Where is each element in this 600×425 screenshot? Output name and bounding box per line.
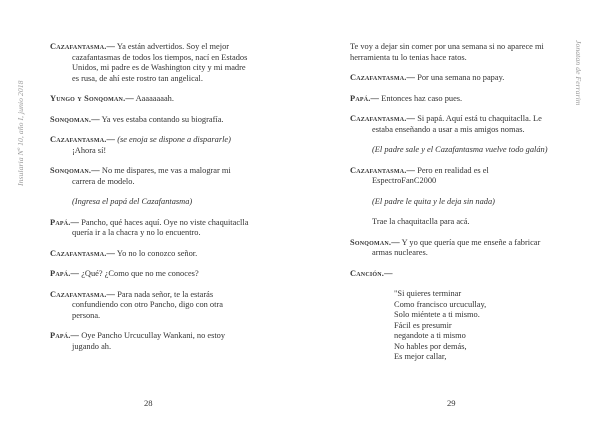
line-text: Por una semana no papay. (415, 73, 505, 82)
right-text-column (350, 42, 555, 363)
dialogue-line (50, 218, 250, 239)
speaker-name: Cazafantasma.— (50, 289, 116, 299)
speaker-name: Sonqoman.— (50, 166, 100, 175)
line-text: ¿Qué? ¿Como que no me conoces? (79, 269, 199, 278)
dialogue-line (50, 115, 250, 126)
dialogue-line (50, 135, 250, 156)
line-text: Entonces haz caso pues. (379, 93, 463, 103)
dialogue-line (350, 94, 555, 105)
right-page (300, 0, 600, 425)
speaker-name: Papá.— (50, 217, 80, 227)
dialogue-line (50, 94, 250, 105)
speaker-name: Yungo y Sonqoman.— (50, 94, 134, 103)
line-text: Para nada señor, te la estarás confundiendo con otro Pancho, digo con otra persona. (72, 289, 223, 320)
dialogue-line (350, 269, 555, 280)
line-text: Aaaaaaaah. (133, 94, 174, 103)
song-lyrics (350, 289, 555, 363)
speaker-name: Sonqoman.— (50, 114, 100, 124)
stage-direction: (El padre le quita y le deja sin nada) (372, 196, 495, 206)
speaker-name: Cazafantasma.— (50, 248, 116, 258)
speaker-name: Cazafantasma.— (350, 114, 416, 123)
line-text: Pancho, qué haces aquí. Oye no viste chaquitaclla quería ir a la chacra y no lo encuentro. (72, 217, 249, 237)
speaker-name: Cazafantasma.— (50, 42, 116, 51)
line-text: ¡Ahora sí! (72, 145, 107, 155)
song-line: Es mejor callar, (394, 352, 447, 361)
speaker-name: Papá.— (350, 93, 380, 103)
dialogue-line (50, 42, 250, 84)
speaker-name: Sonqoman.— (350, 237, 400, 247)
dialogue-line (50, 249, 250, 260)
speaker-name: Cazafantasma.— (50, 135, 116, 144)
song-line: Solo miéntete a ti mismo. (394, 310, 480, 319)
dialogue-line (350, 114, 555, 135)
song-line: negandote a ti mismo (394, 331, 466, 340)
song-line: Como francisco urcucullay, (394, 299, 487, 309)
speaker-name: Canción.— (350, 268, 393, 278)
song-line: "Si quieres terminar (394, 289, 462, 298)
dialogue-line (350, 238, 555, 259)
dialogue-line (50, 290, 250, 322)
running-head-left: Insularia Nº 10, año I, junio 2018 (16, 80, 25, 186)
page-number-right: 29 (447, 398, 456, 408)
speaker-name: Cazafantasma.— (350, 165, 416, 175)
line-text: No me dispares, me vas a malograr mi carrera de modelo. (72, 166, 231, 186)
page-number-left: 28 (144, 398, 153, 408)
dialogue-line (350, 166, 555, 187)
dialogue-line (50, 166, 250, 187)
line-text: Yo no lo conozco señor. (115, 248, 198, 258)
speaker-name: Papá.— (50, 269, 80, 278)
line-text: Ya están advertidos. Soy el mejor cazafantasmas de todos los tiempos, nací en Estados Unidos, mi padre es de Washington city y mi madre es rusa, de ahí este rostro tan angelical. (72, 42, 248, 83)
line-text: Pero en realidad es el EspectroFanC2000 (372, 165, 489, 185)
song-line: Fácil es presumir (394, 320, 452, 330)
running-head-right: Jonatan de Ferrarim (574, 40, 583, 106)
continued-line (350, 42, 555, 63)
line-text: Y yo que quería que me enseñe a fabricar armas nucleares. (372, 237, 541, 257)
speaker-name: Cazafantasma.— (350, 73, 416, 82)
stage-direction: (El padre sale y el Cazafantasma vuelve todo galán) (372, 145, 548, 154)
speaker-name: Papá.— (50, 331, 80, 340)
dialogue-line (350, 73, 555, 84)
line-text: Te voy a dejar sin comer por una semana si no aparece mi herramienta tu lo tenias hace ratos. (350, 42, 544, 62)
dialogue-line (50, 331, 250, 352)
line-text: Oye Pancho Urcucullay Wankani, no estoy jugando ah. (72, 331, 226, 351)
line-text: Ya ves estaba contando su biografía. (99, 114, 224, 124)
dialogue-continuation: Trae la chaquitaclla para acá. (372, 217, 470, 226)
stage-direction: (Ingresa el papá del Cazafantasma) (72, 197, 193, 206)
dialogue-line (50, 269, 250, 280)
left-text-column (50, 42, 250, 352)
song-line: No hables por demás, (394, 341, 467, 351)
stage-direction-inline: (se enoja se dispone a dispararle) (115, 135, 231, 144)
line-text: Si papá. Aquí está tu chaquitaclla. Le estaba enseñando a usar a mis amigos nomas. (372, 114, 542, 134)
